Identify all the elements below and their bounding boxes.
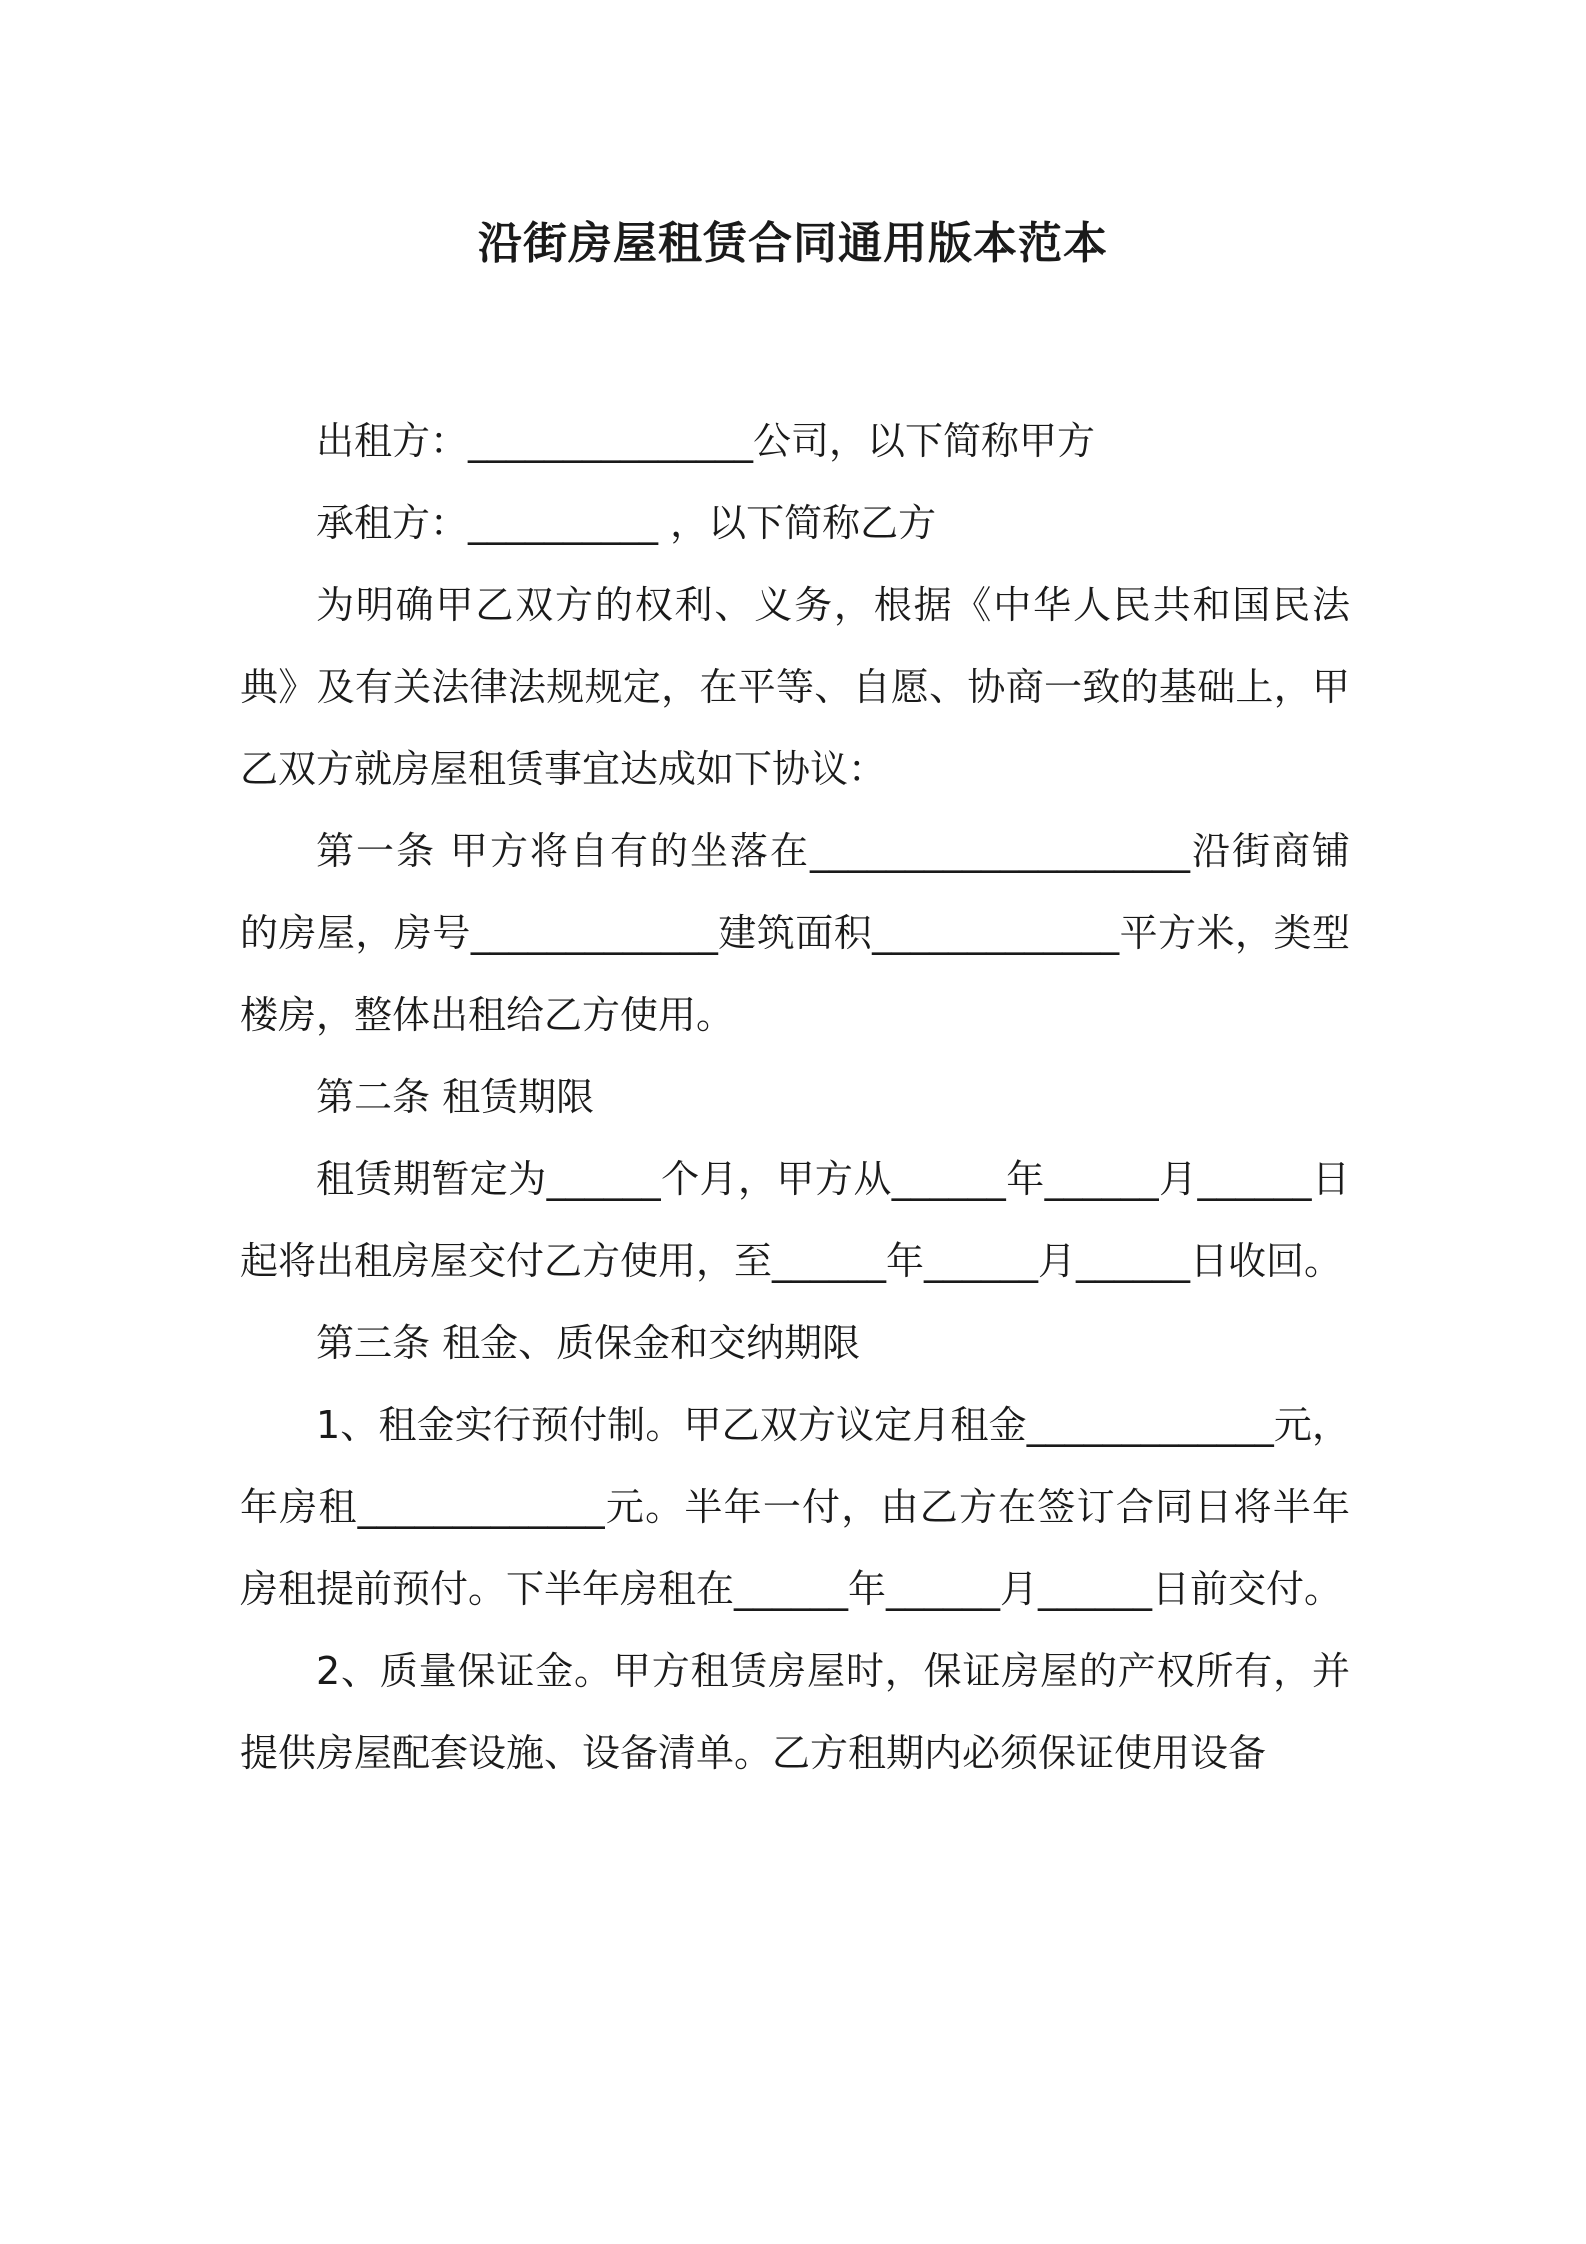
rent-paragraph: 1、租金实行预付制。甲乙双方议定月租金_____________元，年房租_____________元。半年一付，由乙方在签订合同日将半年房租提前预付。下半年房租在______年______月______日前交付。	[240, 1403, 1350, 1611]
lessor-line: 出租方：_______________公司，以下简称甲方	[316, 419, 1096, 463]
article-1-paragraph: 第一条 甲方将自有的坐落在____________________沿街商铺的房屋，房号_____________建筑面积_____________平方米，类型楼房，整体出租给乙方使用。	[240, 829, 1350, 1037]
lease-term-paragraph: 租赁期暂定为______个月，甲方从______年______月______日起将出租房屋交付乙方使用，至______年______月______日收回。	[240, 1157, 1350, 1283]
deposit-paragraph: 2、质量保证金。甲方租赁房屋时，保证房屋的产权所有，并提供房屋配套设施、设备清单。乙方租期内必须保证使用设备	[240, 1649, 1350, 1775]
document-title: 沿街房屋租赁合同通用版本范本	[478, 218, 1108, 269]
article-3-heading: 第三条 租金、质保金和交纳期限	[316, 1321, 861, 1365]
article-2-heading: 第二条 租赁期限	[316, 1075, 595, 1119]
document-body	[240, 400, 1350, 1794]
lessee-line: 承租方：__________ ，以下简称乙方	[316, 501, 937, 545]
preamble-paragraph: 为明确甲乙双方的权利、义务，根据《中华人民共和国民法典》及有关法律法规规定，在平等、自愿、协商一致的基础上，甲乙双方就房屋租赁事宜达成如下协议：	[240, 583, 1350, 791]
